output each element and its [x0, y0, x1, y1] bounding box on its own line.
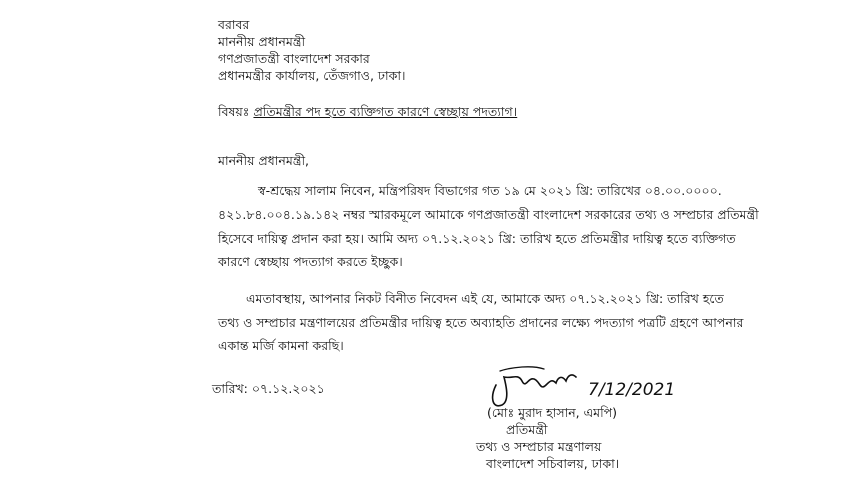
- salutation: মাননীয় প্রধানমন্ত্রী,: [218, 153, 309, 168]
- signatory-address: বাংলাদেশ সচিবালয়, ঢাকা।: [486, 456, 620, 471]
- paragraph2-line3: একান্ত মর্জি কামনা করছি।: [218, 338, 344, 353]
- subject-label: বিষয়ঃ: [218, 104, 250, 119]
- signature-date: 7/12/2021: [588, 380, 676, 400]
- recipient-name: মাননীয় প্রধানমন্ত্রী: [218, 34, 306, 49]
- signatory-title: প্রতিমন্ত্রী: [506, 422, 548, 437]
- paragraph1-line4: কারণে স্বেচ্ছায় পদত্যাগ করতে ইচ্ছুক।: [218, 254, 403, 269]
- recipient-government: গণপ্রজাতন্ত্রী বাংলাদেশ সরকার: [218, 51, 370, 66]
- letter-date: তারিখ: ০৭.১২.২০২১: [212, 381, 325, 396]
- paragraph2-line1: এমতাবস্থায়, আপনার নিকট বিনীত নিবেদন এই যে, আমাকে অদ্য ০৭.১২.২০২১ খ্রি: তারিখ হতে: [246, 291, 724, 306]
- subject-line: [218, 103, 517, 121]
- signatory-name: (মোঃ মুরাদ হাসান, এমপি): [487, 405, 618, 420]
- signature-image: [482, 355, 676, 410]
- paragraph1-line2: ৪২১.৮৪.০০৪.১৯.১৪২ নম্বর স্মারকমূলে আমাকে গণপ্রজাতন্ত্রী বাংলাদেশ সরকারের তথ্য ও সম্প্রচার প্রতিমন্ত্রী: [218, 207, 759, 222]
- recipient-to: বরাবর: [218, 17, 250, 32]
- paragraph1-line1: স্ব-শ্রদ্ধেয় সালাম নিবেন, মন্ত্রিপরিষদ বিভাগের গত ১৯ মে ২০২১ খ্রি: তারিখের ০৪.০০.০০০০.: [258, 183, 722, 198]
- recipient-office: প্রধানমন্ত্রীর কার্যালয়, তেঁজগাও, ঢাকা।: [218, 68, 406, 83]
- paragraph1-line3: হিসেবে দায়িত্ব প্রদান করা হয়। আমি অদ্য ০৭.১২.২০২১ খ্রি: তারিখ হতে প্রতিমন্ত্রীর দায়িত্ব হতে ব্যক্তিগত: [218, 231, 736, 246]
- paragraph2-line2: তথ্য ও সম্প্রচার মন্ত্রণালয়ের প্রতিমন্ত্রীর দায়িত্ব হতে অব্যাহতি প্রদানের লক্ষ্যে পদত্যাগ পত্রটি গ্রহণে আপনার: [218, 315, 744, 330]
- signatory-ministry: তথ্য ও সম্প্রচার মন্ত্রণালয়: [476, 439, 602, 454]
- subject-text: প্রতিমন্ত্রীর পদ হতে ব্যক্তিগত কারণে স্বেচ্ছায় পদত্যাগ।: [253, 104, 518, 119]
